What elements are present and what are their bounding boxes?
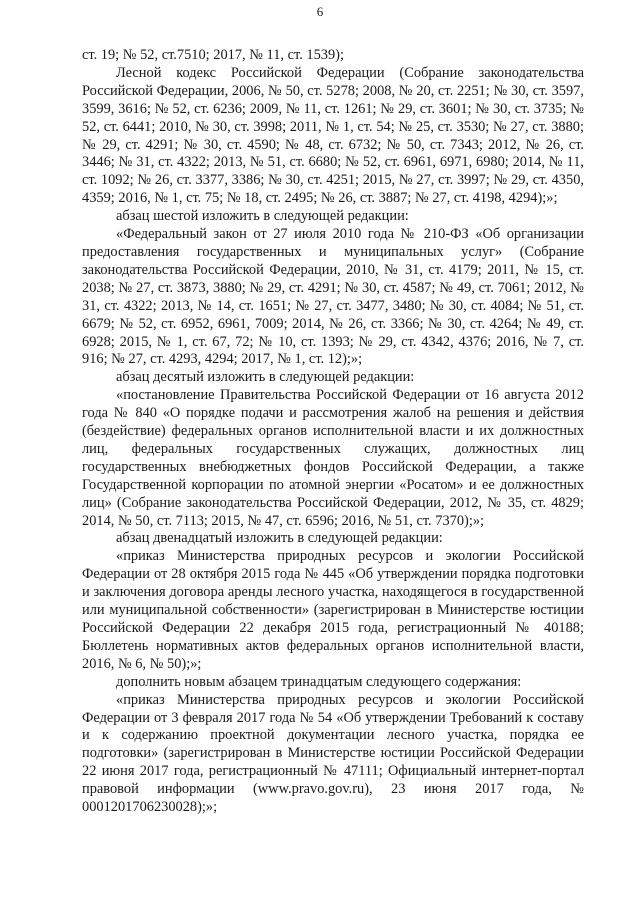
- document-body: [82, 47, 584, 817]
- paragraph-federal-law-210: «Федеральный закон от 27 июля 2010 года № 210-ФЗ «Об организации предоставления государственных и муниципальных услуг» (Собрание законодательства Российской Федерации, 2010, № 31, ст. 4179; 2011, № 15, ст. 2038; № 27, ст. 3873, 3880; № 29, ст. 4291; № 30, ст. 4587; № 49, ст. 7061; 2012, № 31, ст. 4322; 2013, № 14, ст. 1651; № 27, ст. 3477, 3480; № 30, ст. 4084; № 51, ст. 6679; № 52, ст. 6952, 6961, 7009; 2014, № 26, ст. 3366; № 30, ст. 4264; № 49, ст. 6928; 2015, № 1, ст. 67, 72; № 10, ст. 1393; № 29, ст. 4342, 4376; 2016, № 7, ст. 916; № 27, ст. 4293, 4294; 2017, № 1, ст. 12);»;: [82, 226, 584, 368]
- paragraph-order-445: «приказ Министерства природных ресурсов и экологии Российской Федерации от 28 октября 2015 года № 445 «Об утверждении порядка подготовки и заключения договора аренды лесного участка, находящегося в государственной или муниципальной собственности» (зарегистрирован в Министерстве юстиции Российской Федерации 22 декабря 2015 года, регистрационный № 40188; Бюллетень нормативных актов федеральных органов исполнительной власти, 2016, № 6, № 50);»;: [82, 548, 584, 672]
- paragraph-order-54: «приказ Министерства природных ресурсов и экологии Российской Федерации от 3 февраля 2017 года № 54 «Об утверждении Требований к составу и к содержанию проектной документации лесного участка, порядка ее подготовки» (зарегистрирован в Министерстве юстиции Российской Федерации 22 июня 2017 года, регистрационный № 47111; Официальный интернет-портал правовой информации (www.pravo.gov.ru), 23 июня 2017 года, № 0001201706230028);»;: [82, 691, 584, 816]
- paragraph-instruction-twelfth: абзац двенадцатый изложить в следующей редакции:: [116, 530, 443, 547]
- paragraph-instruction-sixth: абзац шестой изложить в следующей редакции:: [116, 208, 409, 225]
- paragraph-continuation: ст. 19; № 52, ст.7510; 2017, № 11, ст. 1539);: [82, 47, 344, 63]
- paragraph-instruction-thirteenth: дополнить новым абзацем тринадцатым следующего содержания:: [116, 673, 522, 690]
- page-number: 6: [316, 4, 324, 19]
- paragraph-resolution-840: «постановление Правительства Российской Федерации от 16 августа 2012 года № 840 «О порядке подачи и рассмотрения жалоб на решения и действия (бездействие) федеральных органов исполнительной власти и их должностных лиц, федеральных государственных служащих, должностных лиц государственных внебюджетных фондов Российской Федерации, а также Государственной корпорации по атомной энергии «Росатом» и ее должностных лиц» (Собрание законодательства Российской Федерации, 2012, № 35, ст. 4829; 2014, № 50, ст. 7113; 2015, № 47, ст. 6596; 2016, № 51, ст. 7370);»;: [82, 387, 584, 529]
- paragraph-instruction-tenth: абзац десятый изложить в следующей редакции:: [116, 369, 415, 386]
- paragraph-forest-code: Лесной кодекс Российской Федерации (Собрание законодательства Российской Федерации, 2006, № 50, ст. 5278; 2008, № 20, ст. 2251; № 30, ст. 3597, 3599, 3616; № 52, ст. 6236; 2009, № 11, ст. 1261; № 29, ст. 3601; № 30, ст. 3735; № 52, ст. 6441; 2010, № 30, ст. 3998; 2011, № 1, ст. 54; № 25, ст. 3530; № 27, ст. 3880; № 29, ст. 4291; № 30, ст. 4590; № 48, ст. 6732; № 50, ст. 7343; 2012, № 26, ст. 3446; № 31, ст. 4322; 2013, № 51, ст. 6680; № 52, ст. 6961, 6971, 6980; 2014, № 11, ст. 1092; № 26, ст. 3377, 3386; № 30, ст. 4251; 2015, № 27, ст. 3997; № 29, ст. 4350, 4359; 2016, № 1, ст. 75; № 18, ст. 2495; № 26, ст. 3887; № 27, ст. 4198, 4294);»;: [82, 64, 584, 207]
